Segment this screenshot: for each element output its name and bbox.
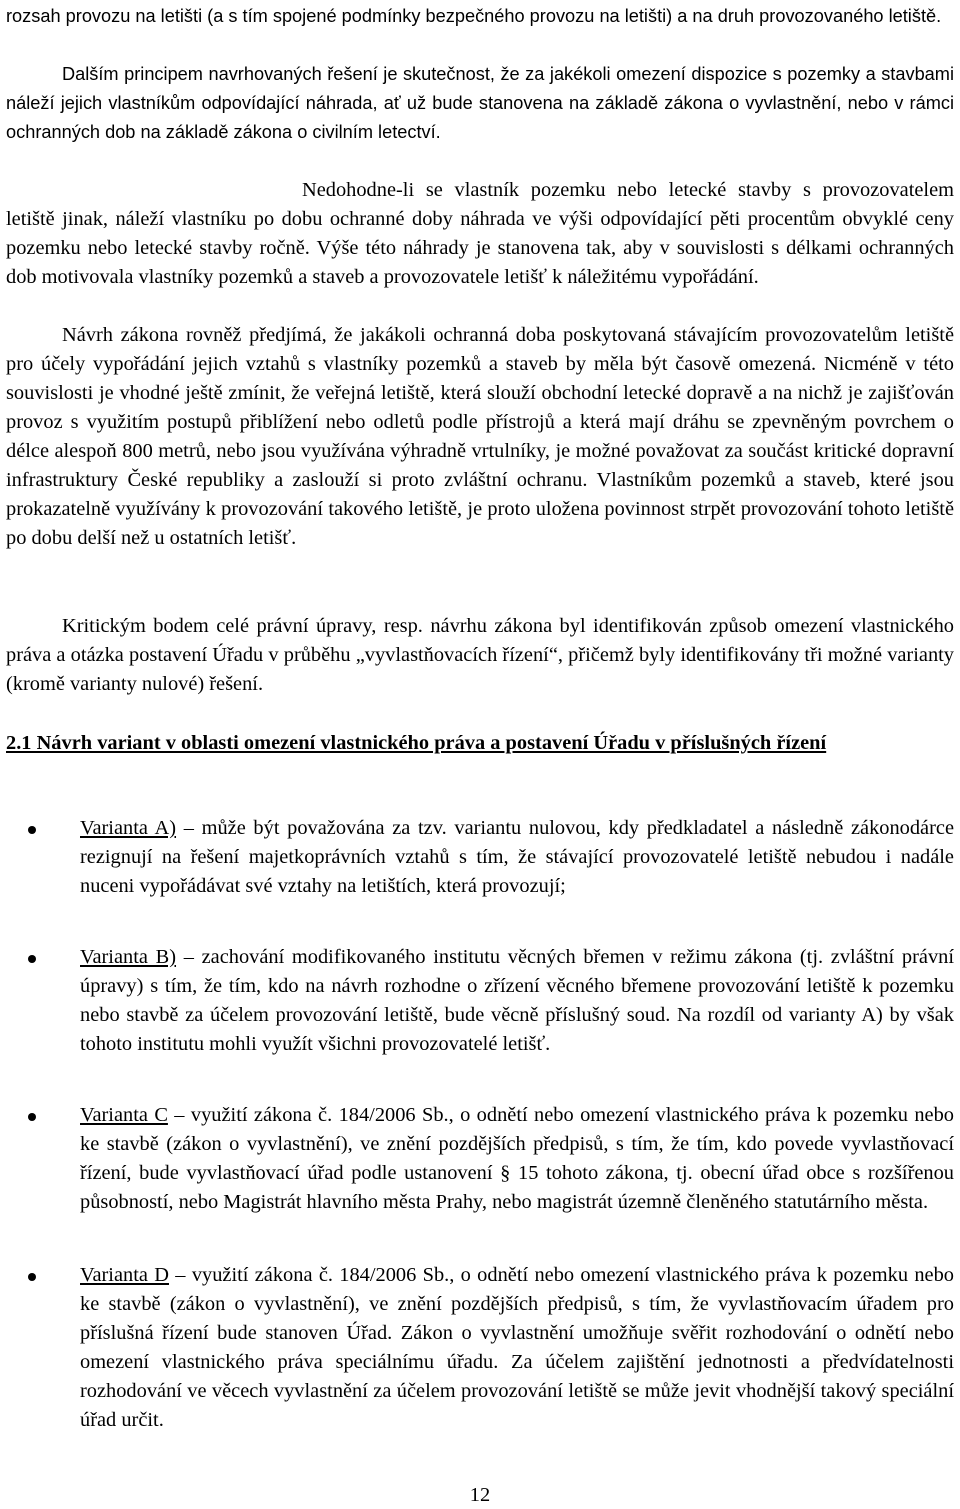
variant-b-text [80,943,954,1059]
variant-a-text [80,814,954,901]
list-item-variant-c [6,1101,954,1217]
section-heading: 2.1 Návrh variant v oblasti omezení vlastnického práva a postavení Úřadu v příslušných řízení [6,732,827,754]
bullet-icon [28,1113,36,1121]
paragraph-continuation: rozsah provozu na letišti (a s tím spojené podmínky bezpečného provozu na letišti) a na druh provozovaného letiště. [6,6,942,26]
variant-b-description: – zachování modifikovaného institutu věcných břemen v režimu zákona (tj. zvláštní právní úpravy) s tím, že tím, kdo na návrh rozhodne o zřízení věcného břemene provozování letiště k pozemku nebo stavbě za účelem provozování letiště, bude věcně příslušný soud. Na rozdíl od varianty A) by však tohoto institutu mohli využít všichni provozovatelé letišť. [80,946,954,1055]
variant-b-label: Varianta B) [80,946,177,968]
list-item-variant-d [6,1261,954,1435]
list-item-variant-b [6,943,954,1059]
variant-d-text [80,1261,954,1435]
page-number: 12 [469,1484,491,1506]
variant-d-description: – využití zákona č. 184/2006 Sb., o odnětí nebo omezení vlastnického práva k pozemku nebo ke stavbě (zákon o vyvlastnění), ve znění pozdějších předpisů, s tím, že vyvlastňovacím úřadem pro příslušná řízení bude stanoven Úřad. Zákon o vyvlastnění umožňuje svěřit rozhodování o odnětí nebo omezení vlastnického práva speciálnímu úřadu. Za účelem zajištění jednotnosti a předvídatelnosti rozhodování ve věcech vyvlastnění za účelem provozování letiště se může jevit vhodnější takový speciální úřad určit. [80,1264,954,1431]
paragraph-protective-period: Návrh zákona rovněž předjímá, že jakákoli ochranná doba poskytovaná stávajícím provozovatelům letiště pro účely vypořádání jejich vztahů s vlastníky pozemků a staveb by měla být časově omezená. Nicméně v této souvislosti je vhodné ještě zmínit, že veřejná letiště, která slouží obchodní letecké dopravě a na nichž je zajišťován provoz s využitím postupů přiblížení nebo odletů podle přístrojů a která mají dráhu se zpevněným povrchem o délce alespoň 800 metrů, nebo jsou využívána výhradně vrtulníky, je možné považovat za součást kritické dopravní infrastruktury České republiky a zaslouží si proto zvláštní ochranu. Vlastníkům pozemků a staveb, které jsou prokazatelně využívány k provozování takového letiště, je proto uložena povinnost strpět provozování tohoto letiště po dobu delší než u ostatních letišť. [6,324,954,549]
bullet-icon [28,1273,36,1281]
variant-c-label: Varianta C [80,1104,168,1126]
variant-a-label: Varianta A) [80,817,177,839]
variant-c-description: – využití zákona č. 184/2006 Sb., o odnětí nebo omezení vlastnického práva k pozemku nebo ke stavbě (zákon o vyvlastnění), ve znění pozdějších předpisů, s tím, že tím, kdo povede vyvlastňovací řízení, bude vyvlastňovací úřad podle ustanovení § 15 tohoto zákona, tj. obecní úřad obce s rozšířenou působností, nebo Magistrát hlavního města Prahy, nebo magistrát územně členěného statutárního města. [80,1104,954,1213]
paragraph-principle: Dalším principem navrhovaných řešení je skutečnost, že za jakékoli omezení dispozice s pozemky a stavbami náleží jejich vlastníkům odpovídající náhrada, ať už bude stanovena na základě zákona o vyvlastnění, nebo v rámci ochranných dob na základě zákona o civilním letectví. [6,64,954,142]
compensation-sentence: Nedohodne-li se vlastník pozemku nebo letecké stavby s provozovatelem letiště jinak, náleží vlastníku po dobu ochranné doby náhrada ve výši odpovídající pěti procentům obvyklé ceny pozemku nebo letecké stavby ročně. [6,179,954,259]
variant-c-text [80,1101,954,1217]
bullet-icon [28,826,36,834]
bullet-icon [28,955,36,963]
paragraph-critical-point: Kritickým bodem celé právní úpravy, resp. návrhu zákona byl identifikován způsob omezení vlastnického práva a otázka postavení Úřadu v průběhu „vyvlastňovacích řízení“, přičemž byly identifikovány tři možné varianty (kromě varianty nulové) řešení. [6,615,954,695]
variant-d-label: Varianta D [80,1264,169,1286]
compensation-amount-sentence: Výše této náhrady je stanovena tak, aby v souvislosti s délkami ochranných dob motivovala vlastníky pozemků a staveb a provozovatele letišť k náležitému vypořádání. [6,237,954,288]
paragraph-compensation [6,176,954,292]
variant-a-description: – může být považována za tzv. variantu nulovou, kdy předkladatel a následně zákonodárce rezignují na řešení majetkoprávních vztahů s tím, že stávající provozovatelé letiště nebudou i nadále nuceni vypořádávat své vztahy na letištích, která provozují; [80,817,954,897]
list-item-variant-a [6,814,954,901]
